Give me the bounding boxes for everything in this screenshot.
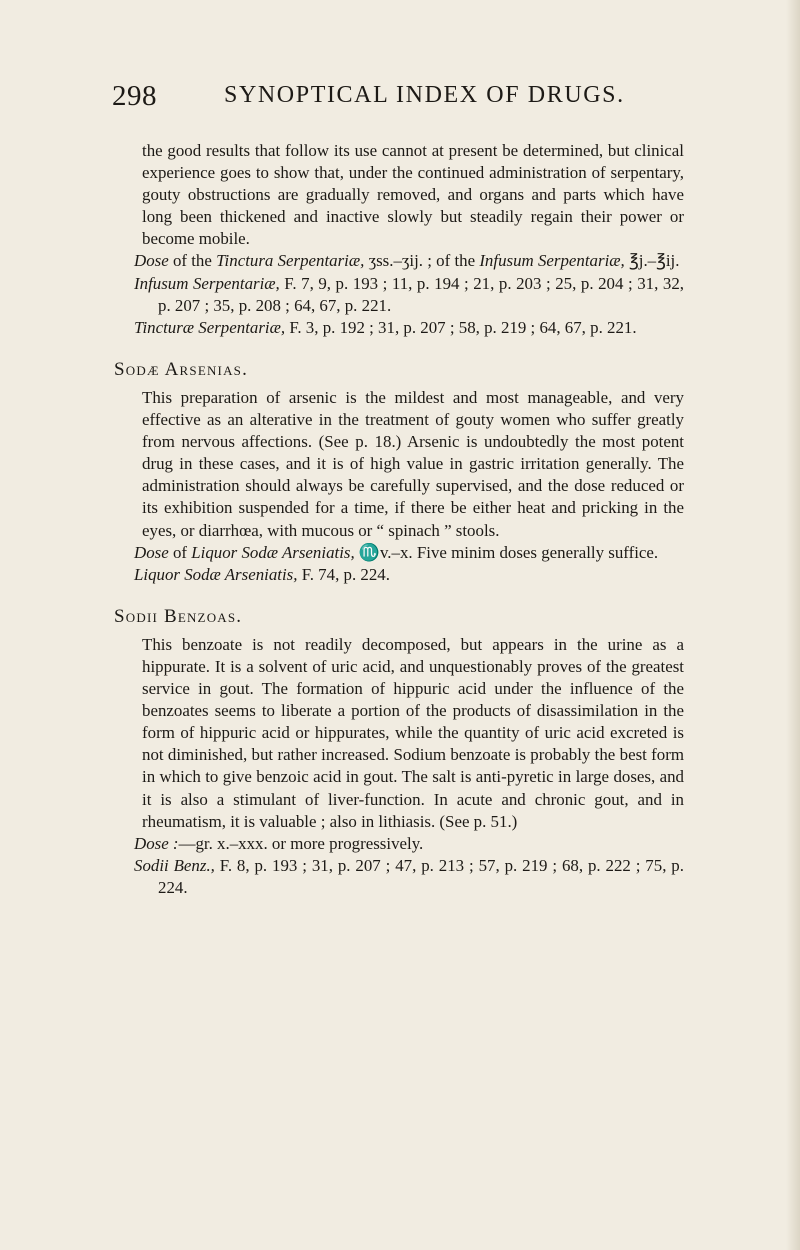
dose-text: of the (168, 251, 217, 271)
dose-text: ♏v.–x. Five minim doses generally suffice. (354, 542, 659, 562)
serpentaria-continued-paragraph: the good results that follow its use cannot at present be determined, but clinical experience goes to show that, under the continued administration of serpentary, gouty obstructions are gradually removed, and organs and parts which have long been thickened and inactive slowly but steadily regain their power or become mobile. (142, 141, 684, 249)
dose-label: Dose (134, 251, 169, 271)
infusum-name: Infusum Serpentariæ, (479, 251, 625, 271)
page-header (112, 80, 712, 120)
dose-text: ℥j.–℥ij. (624, 251, 680, 271)
dose-label: Dose (134, 542, 169, 562)
reference-label: Liquor Sodæ Arseniatis, (134, 564, 298, 584)
dose-text: of (168, 542, 192, 562)
running-head: SYNOPTICAL INDEX OF DRUGS. (224, 82, 625, 108)
dose-text: —gr. x.–xxx. or more progressively. (178, 833, 424, 853)
page-number: 298 (112, 80, 157, 112)
reference-list: F. 74, p. 224. (297, 564, 390, 584)
section-title-sodii-benzoas: Sodii Benzoas. (114, 605, 243, 627)
page-edge-shadow (786, 0, 800, 1250)
dose-text: ʒss.–ʒij. ; of the (364, 251, 480, 271)
section-title-sodae-arsenias: Sodæ Arsenias. (114, 358, 249, 380)
reference-label: Sodii Benz., (134, 855, 215, 875)
reference-list: F. 7, 9, p. 193 ; 11, p. 194 ; 21, p. 203 ; 25, p. 204 ; 31, 32, p. 207 ; 35, p. 208 ; 64, 67, p. 221. (158, 273, 684, 315)
reference-list: F. 3, p. 192 ; 31, p. 207 ; 58, p. 219 ; 64, 67, p. 221. (285, 317, 637, 337)
dose-label: Dose : (134, 833, 179, 853)
tincturae-references (118, 317, 684, 339)
tincture-name: Tinctura Serpentariæ, (216, 251, 365, 271)
reference-list: F. 8, p. 193 ; 31, p. 207 ; 47, p. 213 ; 57, p. 219 ; 68, p. 222 ; 75, p. 224. (158, 855, 684, 897)
infusum-references (118, 273, 684, 317)
page-body (114, 140, 684, 899)
liquor-name: Liquor Sodæ Arseniatis, (191, 542, 355, 562)
reference-label: Infusum Serpentariæ, (134, 273, 280, 293)
sodii-benzoas-dose (118, 833, 684, 855)
serpentaria-dose (118, 250, 684, 272)
sodae-arsenias-dose (118, 542, 684, 564)
reference-label: Tincturæ Serpentariæ, (134, 317, 286, 337)
sodae-arsenias-paragraph: This preparation of arsenic is the mildest and most manageable, and very effective as an alterative in the treatment of gouty women who suffer greatly from nervous affections. (See p. 18.) Arsenic is undoubtedly the most potent drug in these cases, and it is of high value in gastric irritation generally. The administration should always be carefully supervised, and the dose reduced or its exhibition suspended for a time, if there be either heat and pricking in the eyes, or diarrhœa, with mucous or “ spinach ” stools. (142, 387, 684, 540)
sodii-benzoas-paragraph: This benzoate is not readily decomposed, but appears in the urine as a hippurate. It is a solvent of uric acid, and unquestionably proves of the greatest service in gout. The formation of hippuric acid under the influence of the benzoates seems to liberate a portion of the products of disassimilation in the form of hippuric acid or hippurates, while the quantity of uric acid excreted is not diminished, but rather increased. Sodium benzoate is probably the best form in which to give benzoic acid in gout. The salt is anti-pyretic in large doses, and it is also a stimulant of liver-function. In acute and chronic gout, and in rheumatism, it is valuable ; also in lithiasis. (See p. 51.) (142, 634, 684, 831)
sodae-arsenias-references (118, 564, 684, 586)
sodii-benzoas-references (118, 855, 684, 899)
